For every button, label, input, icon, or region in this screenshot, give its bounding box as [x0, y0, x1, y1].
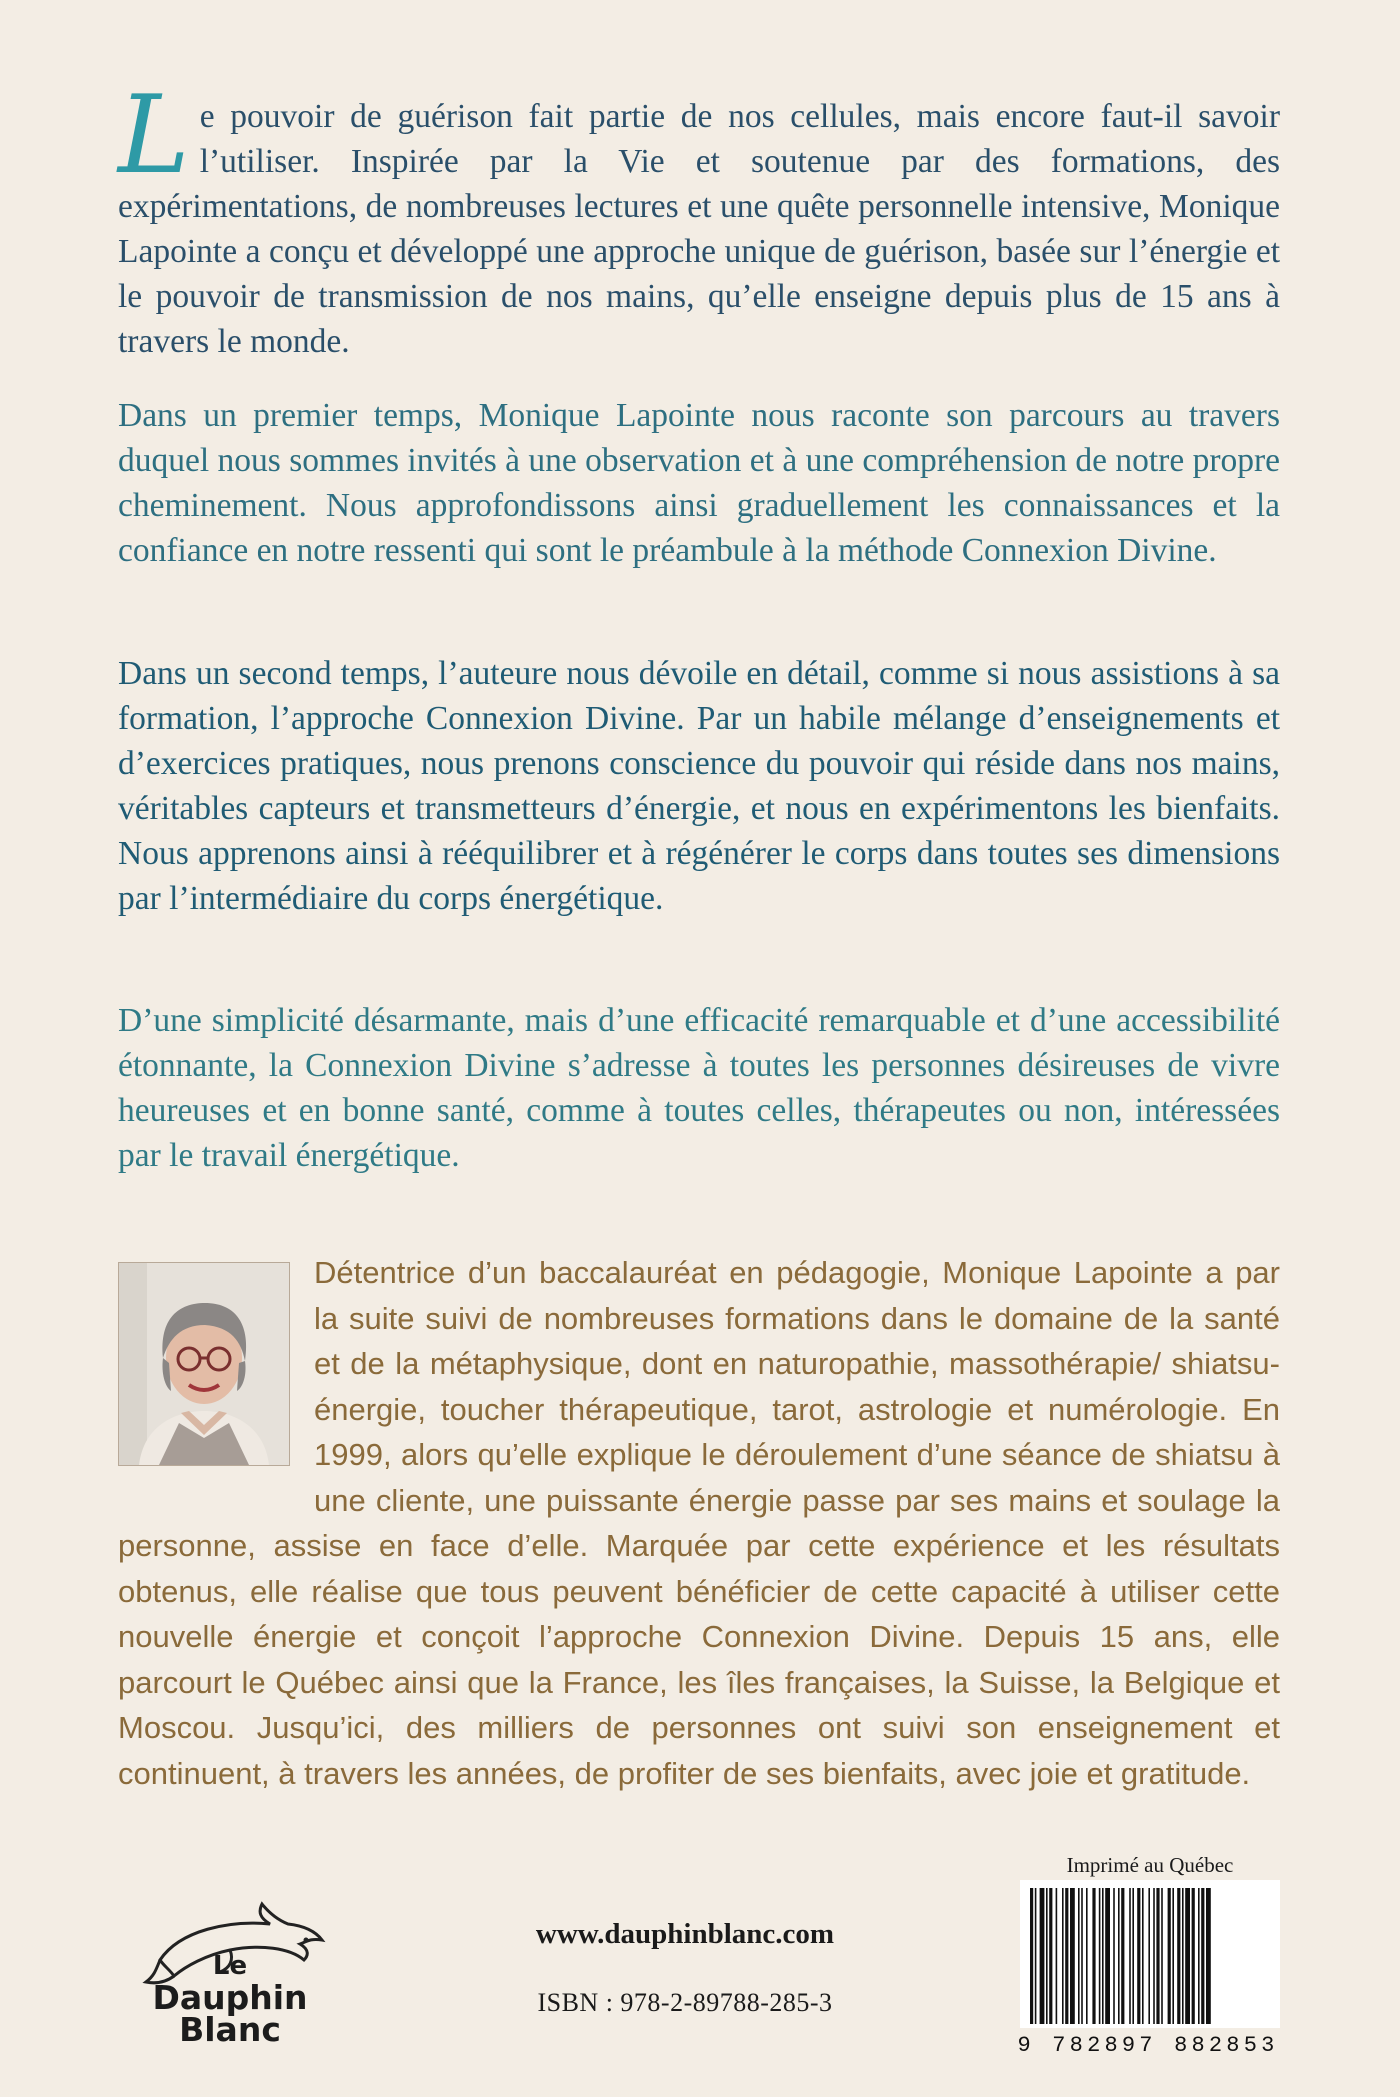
barcode-bar [1161, 1888, 1163, 2024]
barcode-bar [1201, 1888, 1204, 2024]
logo-word-le: Le [212, 1951, 248, 1981]
barcode-bar [1086, 1888, 1088, 2024]
description-paragraph-4: D’une simplicité désarmante, mais d’une efficacité remarquable et d’une accessibilité étonnante, la Connexion Divine s’adresse à toutes les personnes désireuses de vivre heureuses et en bonne santé, comme à toutes celles, thérapeutes ou non, intéressées par le travail énergétique. [118, 1002, 1280, 1174]
author-bio [118, 1250, 1280, 1796]
barcode-bar [1185, 1888, 1190, 2024]
barcode-bars-icon [1020, 1880, 1280, 2028]
paragraph-1-text: e pouvoir de guérison fait partie de nos cellules, mais encore faut-il savoir l’utiliser. Inspirée par la Vie et soutenue par des formations, des expérimentations, de nombreuses lectures et une quête personnelle intensive, Monique Lapointe a conçu et développé une approche unique de guérison, basée sur l’énergie et le pouvoir de transmission de nos mains, qu’elle enseigne depuis plus de 15 ans à travers le monde. [118, 98, 1280, 360]
barcode-bar [1078, 1888, 1080, 2024]
publisher-website-link[interactable]: www.dauphinblanc.com [535, 1918, 835, 1950]
barcode-bar [1102, 1888, 1104, 2024]
logo-word-dauphin: Dauphin [152, 1978, 308, 2017]
barcode-bar [1129, 1888, 1131, 2024]
description-paragraph-2: Dans un premier temps, Monique Lapointe nous raconte son parcours au travers duquel nous sommes invités à une observation et à une compréhension de notre propre cheminement. Nous approfondissons ainsi graduellement les connaissances et la confiance en notre ressenti qui sont le préambule à la méthode Connexion Divine. [118, 397, 1280, 569]
barcode-bar [1198, 1888, 1200, 2024]
barcode-bar [1099, 1888, 1101, 2024]
barcode-bar [1142, 1888, 1144, 2024]
publisher-logo-text [110, 1950, 350, 2049]
barcode-bar [1177, 1888, 1180, 2024]
photo-spacer [118, 1250, 314, 1480]
barcode-bar [1081, 1888, 1083, 2024]
barcode-bar [1206, 1888, 1211, 2024]
isbn-number: ISBN : 978-2-89788-285-3 [537, 1988, 833, 2017]
author-bio-text: Détentrice d’un baccalauréat en pédagogie, Monique Lapointe a par la suite suivi de nombreuses formations dans le domaine de la santé et de la métaphysique, dont en naturopathie, massothérapie/ shiatsu-énergie, toucher thérapeutique, tarot, astrologie et numérologie. En 1999, alors qu’elle explique le déroulement d’une séance de shiatsu à une cliente, une puissante énergie passe par ses mains et soulage la personne, assise en face d’elle. Marquée par cette expérience et les résultats obtenus, elle réalise que tous peuvent bénéficier de cette capacité à utiliser cette nouvelle énergie et conçoit l’approche Connexion Divine. Depuis 15 ans, elle parcourt le Québec ainsi que la France, les îles françaises, la Suisse, la Belgique et Moscou. Jusqu’ici, des milliers de personnes ont suivi son enseignement et continuent, à travers les années, de profiter de ses bienfaits, avec joie et gratitude. [118, 1255, 1280, 1791]
barcode-bar [1148, 1888, 1150, 2024]
barcode-bar [1172, 1888, 1174, 2024]
printed-in-label: Imprimé au Québec [1066, 1853, 1234, 1877]
barcode-bar [1092, 1888, 1095, 2024]
barcode-bar [1049, 1888, 1052, 2024]
barcode [1020, 1880, 1280, 2028]
barcode-bar [1182, 1888, 1184, 2024]
barcode-bar [1065, 1888, 1068, 2024]
drop-cap-letter: L [118, 73, 190, 198]
description-paragraph-1 [118, 73, 1280, 364]
barcode-bar [1030, 1888, 1033, 2024]
barcode-bar [1121, 1888, 1124, 2024]
barcode-bar [1132, 1888, 1134, 2024]
barcode-bar [1046, 1888, 1048, 2024]
barcode-bar [1040, 1888, 1045, 2024]
barcode-bar [1113, 1888, 1115, 2024]
barcode-bar [1156, 1888, 1159, 2024]
barcode-bar [1168, 1888, 1171, 2024]
barcode-bar [1035, 1888, 1037, 2024]
barcode-bar [1192, 1888, 1195, 2024]
barcode-bar [1056, 1888, 1058, 2024]
barcode-bar [1105, 1888, 1110, 2024]
description-paragraph-3: Dans un second temps, l’auteure nous dévoile en détail, comme si nous assistions à sa formation, l’approche Connexion Divine. Par un habile mélange d’enseignements et d’exercices pratiques, nous prenons conscience du pouvoir qui réside dans nos mains, véritables capteurs et transmetteurs d’énergie, et nous en expérimentons les bienfaits. Nous apprenons ainsi à rééquilibrer et à régénérer le corps dans toutes ses dimensions par l’intermédiaire du corps énergétique. [118, 655, 1280, 917]
barcode-bar [1137, 1888, 1140, 2024]
logo-word-blanc: Blanc [179, 2010, 281, 2049]
barcode-bar [1118, 1888, 1120, 2024]
barcode-bar [1062, 1888, 1064, 2024]
barcode-digits: 9 782897 882853 [1017, 2033, 1279, 2058]
barcode-bar [1153, 1888, 1155, 2024]
barcode-bar [1070, 1888, 1075, 2024]
